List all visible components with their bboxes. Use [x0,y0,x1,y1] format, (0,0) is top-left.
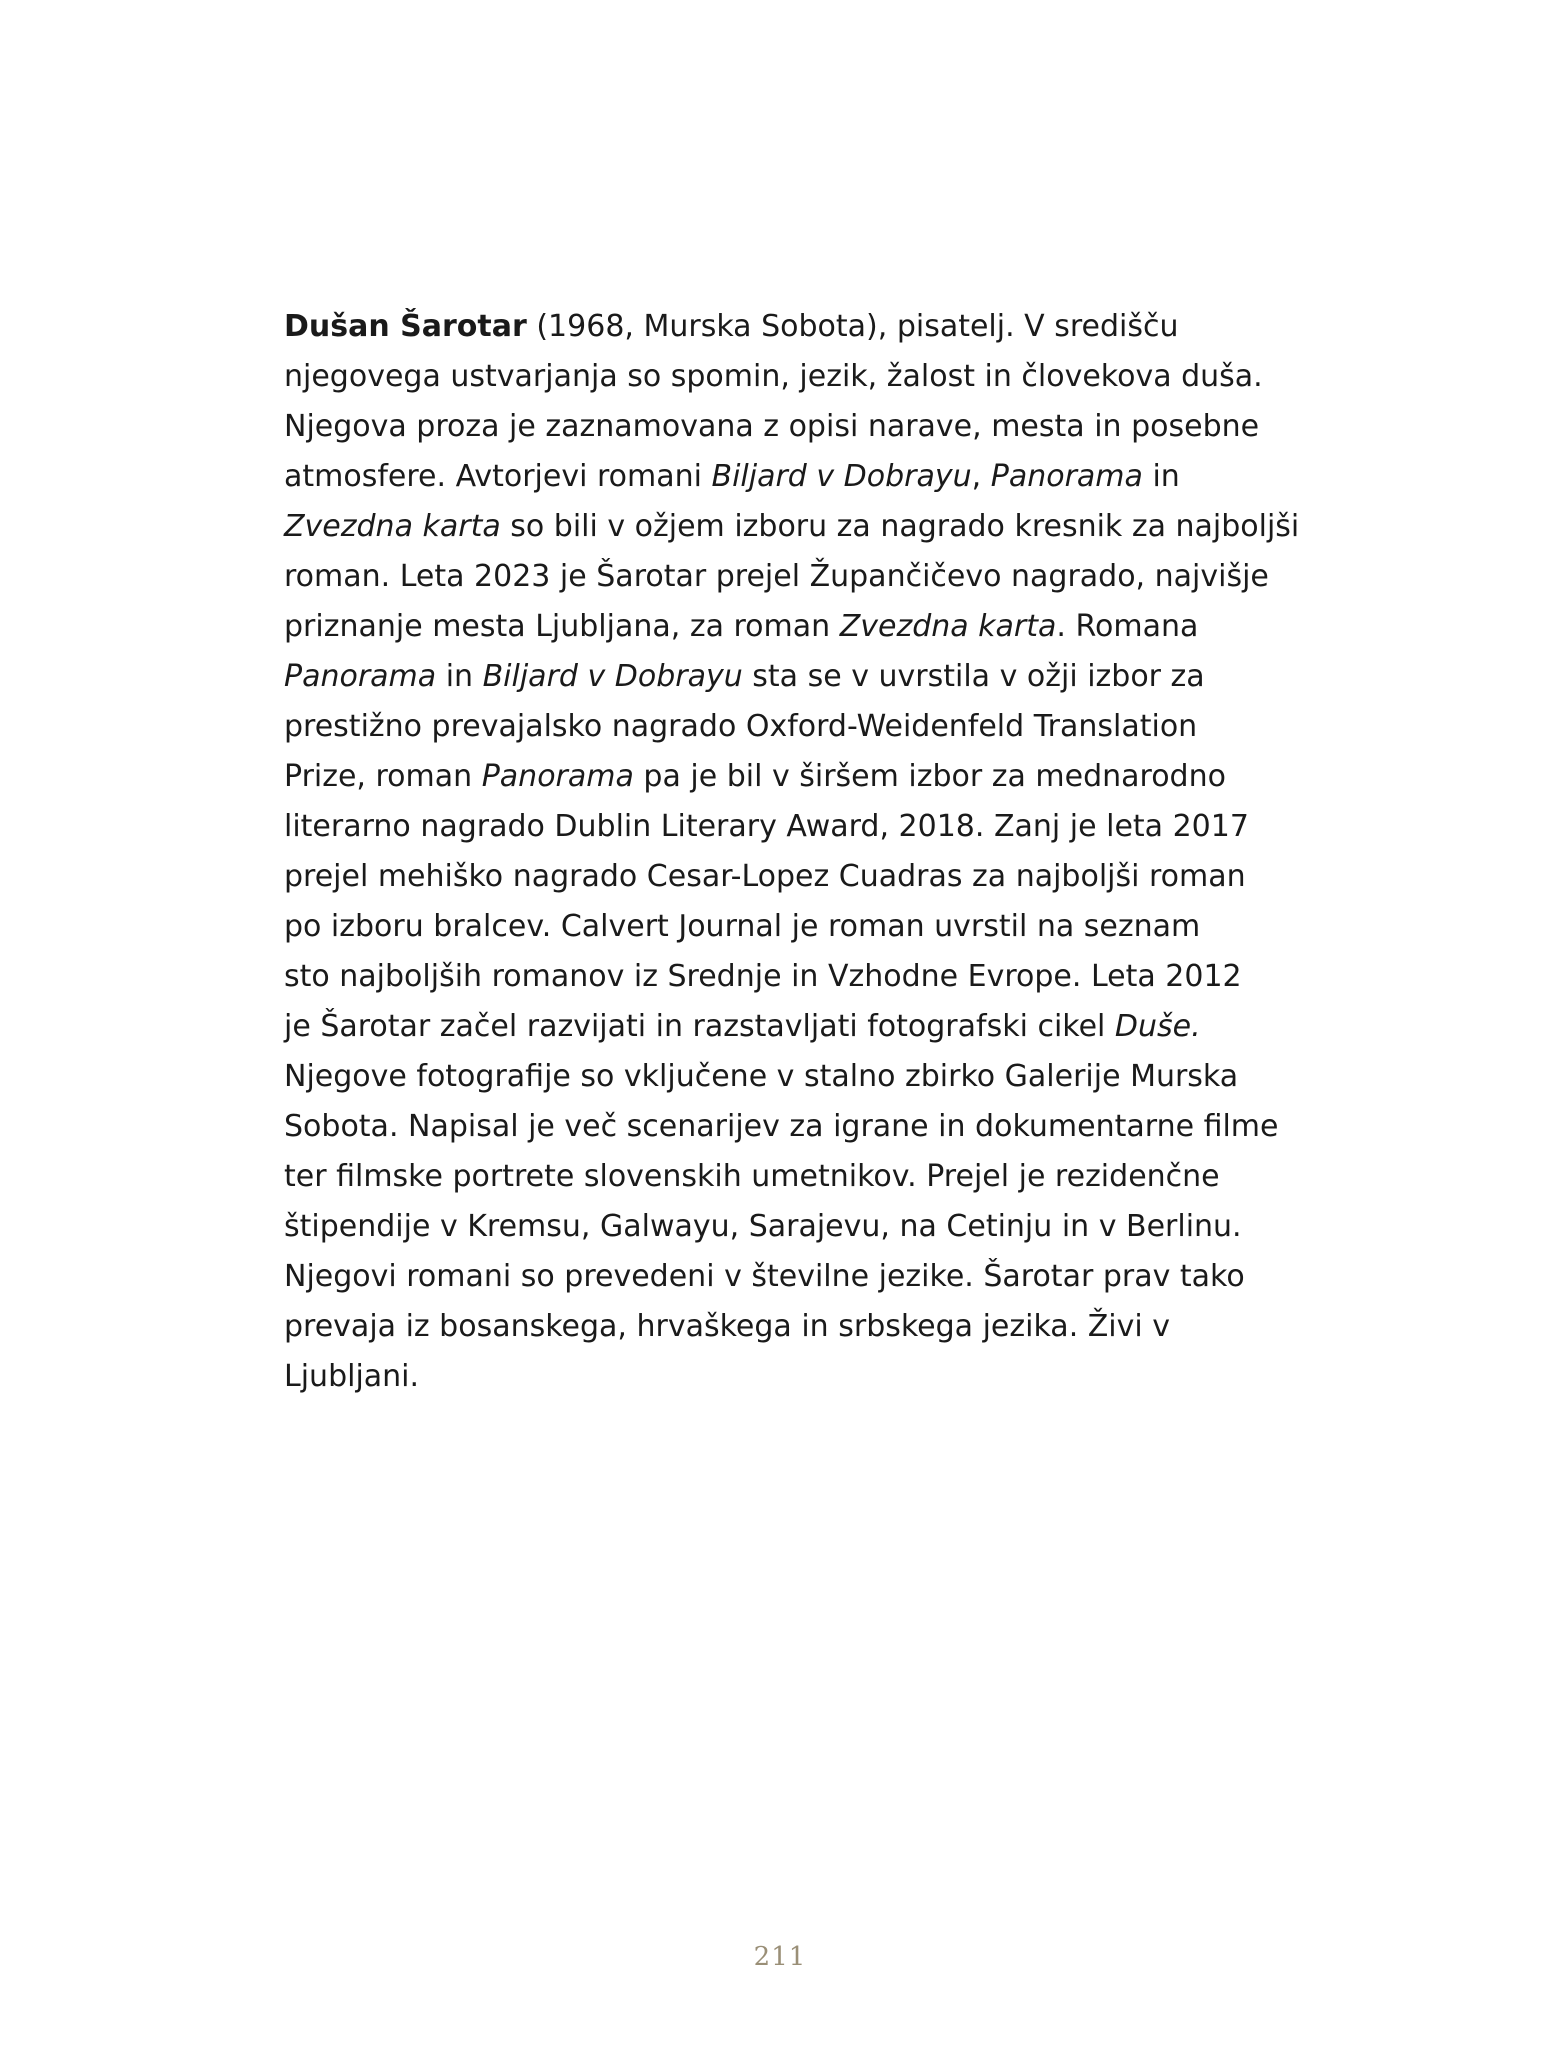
work-title: Duše. [1114,1009,1201,1044]
bio-text: atmosfere. Avtorjevi romani [284,459,712,494]
bio-text: Ljubljani. [284,1359,420,1394]
page-number: 211 [753,1942,807,1972]
bio-text: sto najboljših romanov iz Srednje in Vzhodne Evrope. Leta 2012 [284,959,1242,994]
bio-text: Sobota. Napisal je več scenarijev za igrane in dokumentarne filme [284,1109,1279,1144]
bio-line [284,302,1384,352]
work-title: Zvezdna karta [839,609,1057,644]
bio-text: štipendije v Kremsu, Galwayu, Sarajevu, na Cetinju in v Berlinu. [284,1209,1242,1244]
bio-text: po izboru bralcev. Calvert Journal je roman uvrstil na seznam [284,909,1201,944]
bio-text: Njegova proza je zaznamovana z opisi narave, mesta in posebne [284,409,1260,444]
bio-line [284,652,1384,702]
bio-line [284,1002,1384,1052]
bio-text: priznanje mesta Ljubljana, za roman [284,609,840,644]
bio-text: sta se v uvrstila v ožji izbor za [742,659,1205,694]
bio-text: prevaja iz bosanskega, hrvaškega in srbskega jezika. Živi v [284,1309,1171,1344]
bio-text: Prize, roman [284,759,482,794]
bio-line [284,752,1384,802]
bio-line [284,802,1384,852]
bio-line [284,352,1384,402]
bio-text: (1968, Murska Sobota), pisatelj. V središču [526,309,1179,344]
bio-line [284,1052,1384,1102]
work-title: Biljard v Dobrayu [482,659,743,694]
author-bio-paragraph [284,302,1384,1402]
bio-text: roman. Leta 2023 je Šarotar prejel Župančičevo nagrado, najvišje [284,559,1269,594]
work-title: Panorama [990,459,1143,494]
bio-line [284,1352,1384,1402]
bio-line [284,1252,1384,1302]
bio-line [284,952,1384,1002]
bio-line [284,602,1384,652]
bio-line [284,1152,1384,1202]
bio-line [284,452,1384,502]
bio-line [284,552,1384,602]
bio-line [284,1302,1384,1352]
bio-line [284,902,1384,952]
bio-text: ter filmske portrete slovenskih umetnikov. Prejel je rezidenčne [284,1159,1220,1194]
work-title: Biljard v Dobrayu [711,459,972,494]
bio-text: . Romana [1056,609,1199,644]
bio-text: prestižno prevajalsko nagrado Oxford-Weidenfeld Translation [284,709,1198,744]
bio-line [284,1202,1384,1252]
bio-text: in [1142,459,1180,494]
bio-text: pa je bil v širšem izbor za mednarodno [633,759,1226,794]
bio-line [284,702,1384,752]
bio-text: njegovega ustvarjanja so spomin, jezik, žalost in človekova duša. [284,359,1263,394]
work-title: Zvezdna karta [284,509,501,544]
author-name: Dušan Šarotar [284,309,527,344]
work-title: Panorama [284,659,437,694]
bio-text: , [971,459,991,494]
bio-line [284,502,1384,552]
bio-text: Njegove fotografije so vključene v stalno zbirko Galerije Murska [284,1059,1239,1094]
bio-text: Njegovi romani so prevedeni v številne jezike. Šarotar prav tako [284,1259,1245,1294]
bio-line [284,1102,1384,1152]
bio-text: literarno nagrado Dublin Literary Award, 2018. Zanj je leta 2017 [284,809,1249,844]
bio-text: so bili v ožjem izboru za nagrado kresnik za najboljši [500,509,1300,544]
bio-text: prejel mehiško nagrado Cesar-Lopez Cuadras za najboljši roman [284,859,1246,894]
bio-text: in [436,659,483,694]
work-title: Panorama [481,759,634,794]
bio-text: je Šarotar začel razvijati in razstavljati fotografski cikel [284,1009,1115,1044]
bio-line [284,852,1384,902]
bio-line [284,402,1384,452]
